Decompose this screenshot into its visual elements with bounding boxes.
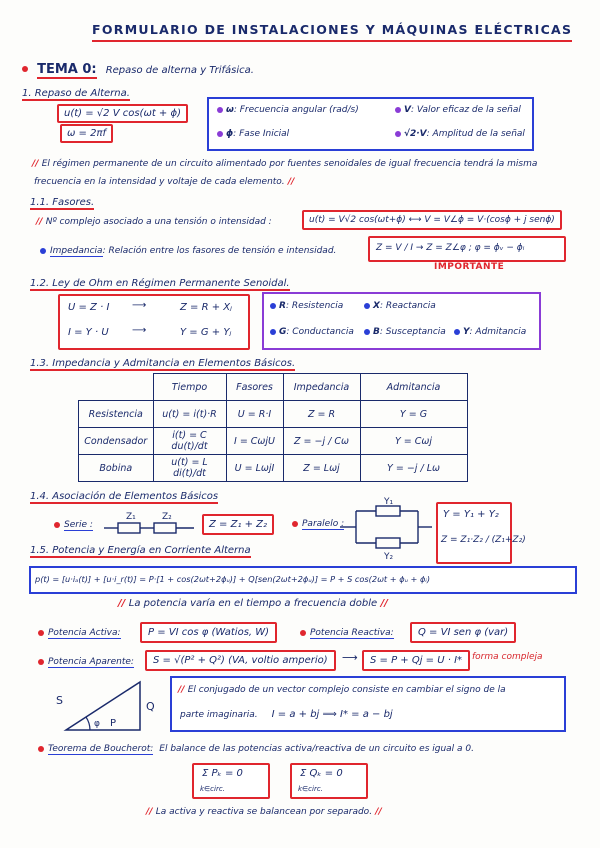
table-row [79, 401, 468, 428]
paralelo-formula-2: Z = Z₁·Z₂ / (Z₁+Z₂) [441, 535, 526, 545]
legend-x: X: Reactancia [364, 301, 436, 311]
power-formula: p(t) = [u·iₐ(t)] + [u·i_r(t)] = P·[1 + cos(2ωt+2ϕᵤ)] + Q[sen(2ωt+2ϕᵤ)] = P + S cos(2ωt + ϕᵤ + ϕᵢ) [35, 574, 431, 584]
y1-label: Y₁ [384, 497, 394, 507]
sum-q-box [290, 763, 368, 799]
table-cell: Y = G [360, 401, 467, 428]
fasor-formula: u(t) = V√2 cos(ωt+ϕ) ⟷ V = V∠ϕ = V·(cosϕ + j senϕ) [302, 210, 562, 230]
serie-circuit [104, 508, 196, 538]
z2-resistor [154, 523, 176, 533]
bullet-icon [395, 131, 401, 137]
sum-q-formula: Σ Qₖ = 0 [300, 768, 343, 779]
frecuencia-doble-note: // La potencia varía en el tiempo a frecuencia doble // [118, 598, 388, 609]
ohm-box [58, 294, 250, 350]
table-cell: i(t) = C du(t)/dt [153, 428, 226, 455]
legend-phi: ϕ: Fase Inicial [217, 129, 289, 139]
sum-q-sub: k∈circ. [298, 785, 323, 793]
potencia-aparente-label: Potencia Aparente: [38, 657, 134, 667]
bullet-icon [364, 303, 370, 309]
paralelo-circuit [340, 497, 432, 559]
section-1-heading: 1. Repaso de Alterna. [22, 88, 130, 99]
bullet-icon [38, 659, 44, 665]
importante-label: IMPORTANTE [434, 262, 505, 272]
potencia-compleja-formula: S = P + Qj = U · I* [362, 650, 470, 671]
slash-icon: // [146, 807, 156, 817]
potencia-activa-formula: P = VI cos φ (Watios, W) [140, 622, 277, 643]
regimen-note-2: frecuencia en la intensidad y voltaje de cada elemento. // [34, 177, 295, 187]
arrow-icon: ⟶ [342, 651, 358, 664]
alterna-legend [207, 97, 534, 151]
legend-omega: ω: Frecuencia angular (rad/s) [217, 105, 359, 115]
y1-resistor [376, 506, 400, 516]
serie-formula: Z = Z₁ + Z₂ [202, 514, 274, 535]
final-note: // La activa y reactiva se balancean por separado. // [146, 807, 382, 817]
sum-p-box [192, 763, 270, 799]
tri-q-label: Q [146, 700, 155, 713]
arrow-icon: ⟶ [132, 300, 147, 311]
paralelo-formula-box [436, 502, 526, 564]
slash-icon: // [32, 159, 42, 169]
bullet-icon [395, 107, 401, 113]
col-header: Impedancia [283, 374, 360, 401]
bullet-icon [22, 66, 28, 72]
row-header: Condensador [79, 428, 154, 455]
serie-label: Serie : [54, 520, 93, 530]
table-cell: Y = −j / Lω [360, 455, 467, 482]
table-cell: U = LωjI [226, 455, 283, 482]
slash-icon: // [284, 177, 295, 187]
tema-desc: Repaso de alterna y Trifásica. [105, 65, 254, 76]
section-13-heading: 1.3. Impedancia y Admitancia en Elementos Básicos. [30, 358, 296, 369]
ohm-f1b: Z = R + Xⱼ [180, 302, 232, 313]
section-14-heading: 1.4. Asociación de Elementos Básicos [30, 491, 219, 502]
ohm-f1a: U = Z · I [68, 302, 110, 313]
z1-label: Z₁ [126, 512, 136, 522]
bullet-icon [270, 329, 276, 335]
bullet-icon [217, 131, 223, 137]
conjugado-box [170, 676, 566, 732]
col-header: Fasores [226, 374, 283, 401]
slash-icon: // [178, 685, 188, 695]
potencia-aparente-formula: S = √(P² + Q²) (VA, voltio amperio) [145, 650, 336, 671]
arrow-icon: ⟶ [132, 325, 147, 336]
slash-icon: // [372, 807, 382, 817]
col-header: Admitancia [360, 374, 467, 401]
potencia-reactiva-formula: Q = VI sen φ (var) [410, 622, 516, 643]
table-row [79, 428, 468, 455]
legend-b: B: Susceptancia [364, 327, 446, 337]
regimen-note-1: // El régimen permanente de un circuito alimentado por fuentes senoidales de igual frecuencia tendrá la misma [32, 159, 538, 169]
legend-r: R: Resistencia [270, 301, 343, 311]
paralelo-label: Paralelo : [292, 519, 344, 529]
table-header-row [79, 374, 468, 401]
tri-phi-label: φ [94, 719, 100, 729]
y2-resistor [376, 538, 400, 548]
ohm-legend [262, 292, 541, 350]
bullet-icon [292, 521, 298, 527]
slash-icon: // [118, 598, 129, 609]
forma-compleja-label: forma compleja [472, 652, 543, 662]
sum-p-sub: k∈circ. [200, 785, 225, 793]
fasor-line: // Nº complejo asociado a una tensión o intensidad : [36, 217, 272, 227]
legend-y: Y: Admitancia [454, 327, 526, 337]
conjugado-line-1: // El conjugado de un vector complejo consiste en cambiar el signo de la [178, 685, 506, 695]
z1-resistor [118, 523, 140, 533]
tema-label: TEMA 0: [37, 62, 97, 77]
power-formula-box [29, 566, 577, 594]
section-12-heading: 1.2. Ley de Ohm en Régimen Permanente Senoidal. [30, 278, 290, 289]
bullet-icon [454, 329, 460, 335]
boucherot-line: Teorema de Boucherot: El balance de las potencias activa/reactiva de un circuito es igual a 0. [38, 744, 474, 754]
legend-amplitude: √2·V: Amplitud de la señal [395, 129, 525, 139]
table-cell: I = CωjU [226, 428, 283, 455]
row-header: Bobina [79, 455, 154, 482]
elements-table [78, 373, 468, 482]
table-cell: u(t) = L di(t)/dt [153, 455, 226, 482]
power-triangle [50, 674, 160, 738]
col-header: Tiempo [153, 374, 226, 401]
tri-p-label: P [110, 718, 117, 729]
potencia-reactiva-label: Potencia Reactiva: [300, 628, 394, 638]
slash-icon: // [36, 217, 46, 227]
bullet-icon [300, 630, 306, 636]
y2-label: Y₂ [384, 552, 394, 559]
bullet-icon [54, 522, 60, 528]
sum-p-formula: Σ Pₖ = 0 [202, 768, 243, 779]
potencia-activa-label: Potencia Activa: [38, 628, 121, 638]
impedancia-formula-box [368, 236, 566, 262]
paralelo-formula-1: Y = Y₁ + Y₂ [443, 509, 499, 520]
ohm-f2b: Y = G + Yⱼ [180, 327, 232, 338]
ohm-f2a: I = Y · U [68, 327, 109, 338]
bullet-icon [217, 107, 223, 113]
conjugado-line-2: parte imaginaria. I = a + bj ⟹ I* = a − bj [180, 709, 393, 720]
bullet-icon [364, 329, 370, 335]
section-11-heading: 1.1. Fasores. [30, 197, 95, 208]
impedancia-line: Impedancia: Relación entre los fasores de tensión e intensidad. [40, 246, 336, 256]
table-cell: U = R·I [226, 401, 283, 428]
table-cell: u(t) = i(t)·R [153, 401, 226, 428]
table-cell: Z = R [283, 401, 360, 428]
bullet-icon [38, 630, 44, 636]
bullet-icon [38, 746, 44, 752]
omega-formula: ω = 2πf [60, 124, 113, 143]
legend-g: G: Conductancia [270, 327, 354, 337]
legend-v: V: Valor eficaz de la señal [395, 105, 521, 115]
bullet-icon [40, 248, 46, 254]
table-cell: Z = Lωj [283, 455, 360, 482]
table-cell: Z = −j / Cω [283, 428, 360, 455]
row-header: Resistencia [79, 401, 154, 428]
tema-heading [22, 58, 254, 77]
slash-icon: // [377, 598, 388, 609]
z2-label: Z₂ [162, 512, 172, 522]
tri-s-label: S [56, 694, 63, 707]
ut-formula: u(t) = √2 V cos(ωt + ϕ) [57, 104, 188, 123]
table-row [79, 455, 468, 482]
table-cell: Y = Cωj [360, 428, 467, 455]
impedancia-formula: Z = V / I → Z = Z∠φ ; φ = ϕᵥ − ϕᵢ [376, 243, 525, 253]
page-title: FORMULARIO DE INSTALACIONES Y MÁQUINAS ELÉCTRICAS [92, 22, 572, 42]
section-15-heading: 1.5. Potencia y Energía en Corriente Alterna [30, 545, 251, 556]
bullet-icon [270, 303, 276, 309]
